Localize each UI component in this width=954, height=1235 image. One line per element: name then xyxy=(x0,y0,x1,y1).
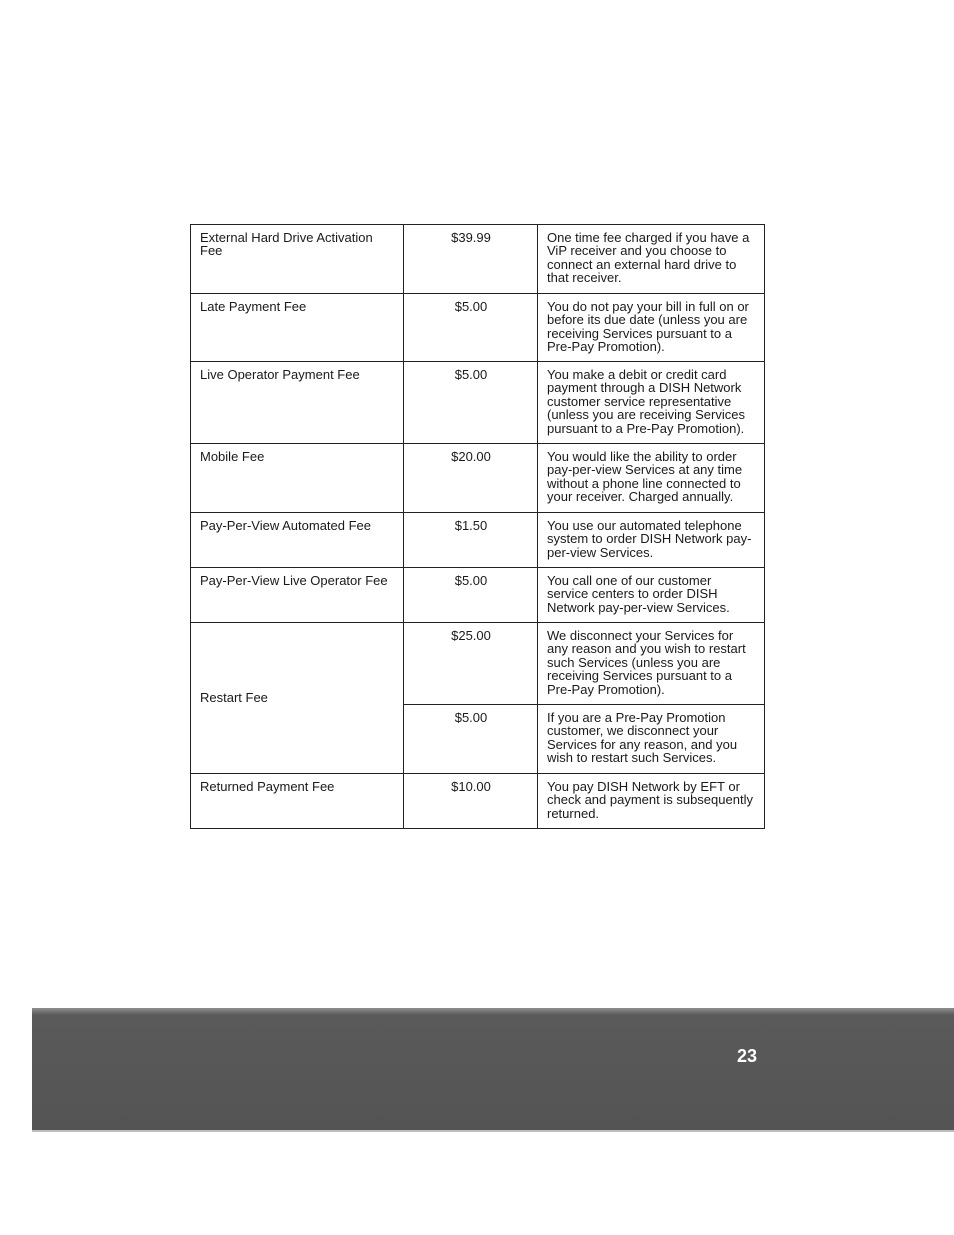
fee-description: You call one of our customer service centers to order DISH Network pay-per-view Services. xyxy=(538,568,765,623)
fee-amount: $20.00 xyxy=(404,444,538,513)
table-row xyxy=(191,623,765,705)
fee-description: You pay DISH Network by EFT or check and payment is subsequently returned. xyxy=(538,774,765,829)
fee-description: One time fee charged if you have a ViP receiver and you choose to connect an external hard drive to that receiver. xyxy=(538,225,765,294)
fee-description: We disconnect your Services for any reason and you wish to restart such Services (unless you are receiving Services pursuant to a Pre-Pay Promotion). xyxy=(538,623,765,705)
table-row xyxy=(191,362,765,444)
fee-name: Pay-Per-View Live Operator Fee xyxy=(191,568,404,623)
fee-amount: $25.00 xyxy=(404,623,538,705)
fee-description: You do not pay your bill in full on or before its due date (unless you are receiving Services pursuant to a Pre-Pay Promotion). xyxy=(538,294,765,362)
table-row xyxy=(191,444,765,513)
fee-amount: $39.99 xyxy=(404,225,538,294)
fee-amount: $5.00 xyxy=(404,568,538,623)
fee-description: You use our automated telephone system to order DISH Network pay-per-view Services. xyxy=(538,513,765,568)
fee-amount: $10.00 xyxy=(404,774,538,829)
footer-band xyxy=(32,1008,954,1132)
fee-amount: $5.00 xyxy=(404,294,538,362)
table-row xyxy=(191,513,765,568)
table-row xyxy=(191,568,765,623)
table-row xyxy=(191,774,765,829)
fee-name: Live Operator Payment Fee xyxy=(191,362,404,444)
fee-description: You make a debit or credit card payment through a DISH Network customer service representative (unless you are receiving Services pursuant to a Pre-Pay Promotion). xyxy=(538,362,765,444)
fee-amount: $1.50 xyxy=(404,513,538,568)
fee-name: Mobile Fee xyxy=(191,444,404,513)
fee-name: Pay-Per-View Automated Fee xyxy=(191,513,404,568)
fee-name: External Hard Drive Activation Fee xyxy=(191,225,404,294)
fee-description: You would like the ability to order pay-per-view Services at any time without a phone line connected to your receiver. Charged annually. xyxy=(538,444,765,513)
fee-name: Restart Fee xyxy=(191,623,404,774)
fee-name: Late Payment Fee xyxy=(191,294,404,362)
fee-description: If you are a Pre-Pay Promotion customer, we disconnect your Services for any reason, and you wish to restart such Services. xyxy=(538,705,765,774)
table-row xyxy=(191,225,765,294)
fees-table xyxy=(190,224,765,829)
page-number: 23 xyxy=(736,1046,758,1066)
fee-amount: $5.00 xyxy=(404,705,538,774)
fee-amount: $5.00 xyxy=(404,362,538,444)
table-row xyxy=(191,294,765,362)
fee-name: Returned Payment Fee xyxy=(191,774,404,829)
